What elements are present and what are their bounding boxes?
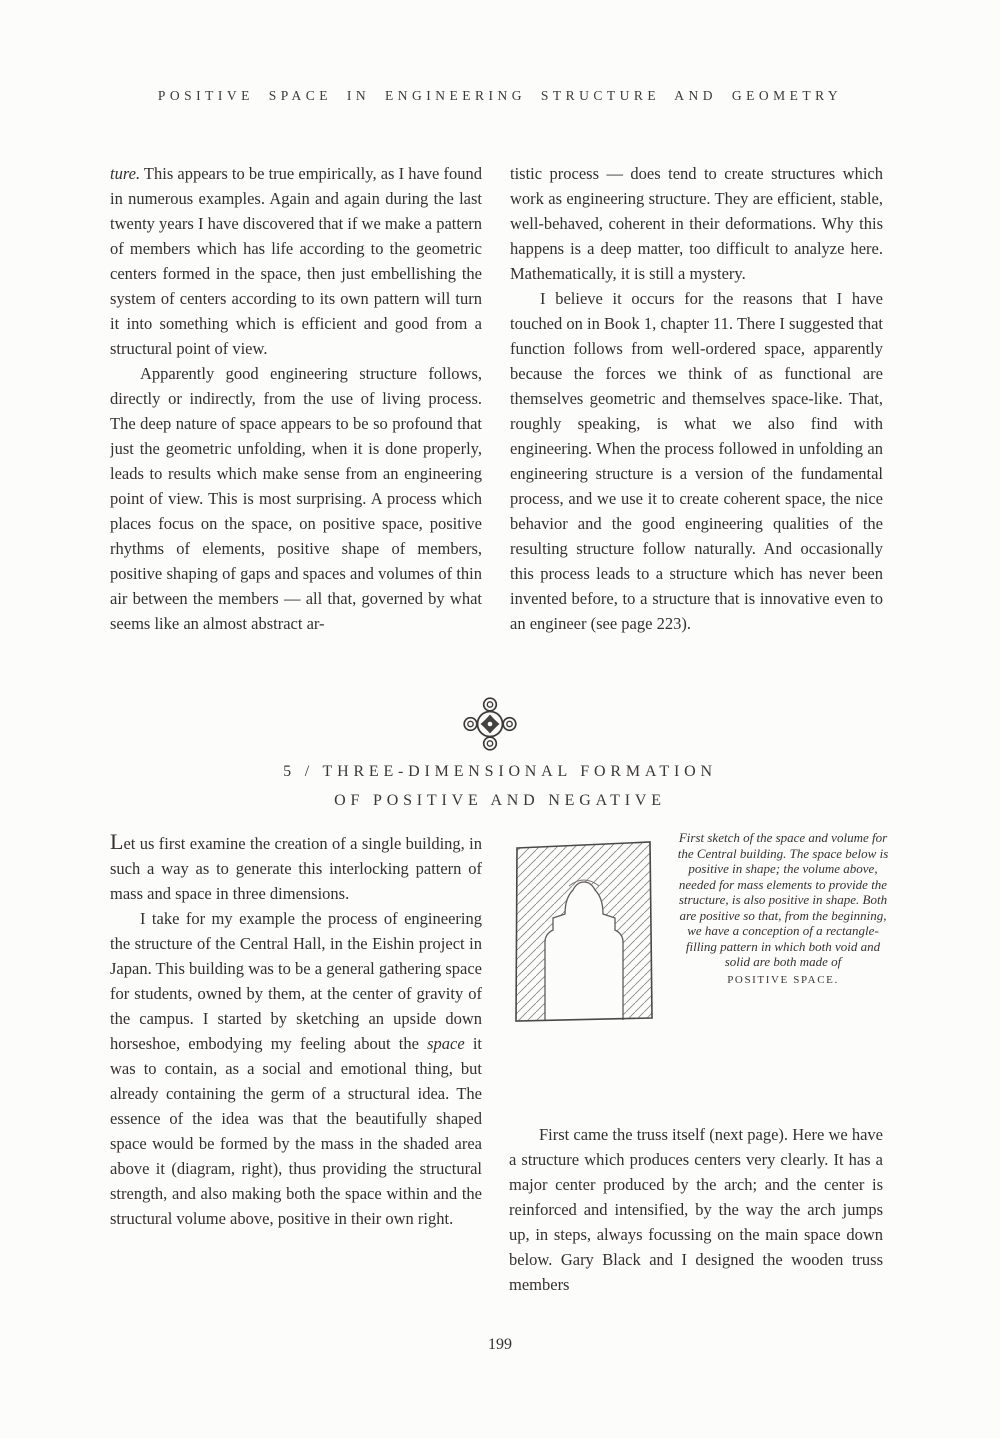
paragraph-text: This appears to be true empirically, as I have found in numerous examples. Again and again during the last twenty years I have discovered that if we make a pattern of members which has life according to the geometric centers formed in the space, then just embellishing the system of centers according to its own pattern will turn it into something which is efficient and good from a structural point of view. <box>110 164 483 358</box>
paragraph-text: I take for my example the process of engineering the structure of the Central Hall, in the Eishin project in Japan. This building was to be a general gathering space for students, owned by them, at the center of gravity of the campus. I started by sketching an upside down horseshoe, embodying my feeling about the <box>110 909 482 1053</box>
paragraph: tistic process — does tend to create structures which work as engineering structure. They are efficient, stable, well-behaved, coherent in their deformations. Why this happens is a deep matter, too difficult to analyze here. Mathematically, it is still a mystery. <box>510 164 883 283</box>
paragraph <box>110 906 482 1231</box>
figure-caption-text: First sketch of the space and volume for the Central building. The space below is positive in shape; the volume above, needed for mass elements to provide the structure, is also positive in shape. Both are positive so that, from the beginning, we have a conception of a rectangle-filling pattern in which both void and solid are both made of <box>677 830 889 969</box>
top-left-column <box>110 161 482 636</box>
bottom-right-column <box>509 1122 883 1297</box>
top-text-columns <box>110 161 883 636</box>
bottom-left-column <box>110 829 482 1231</box>
figure-caption <box>672 830 894 988</box>
section-ornament <box>462 696 518 752</box>
section-heading-line2: OF POSITIVE AND NEGATIVE <box>334 792 666 809</box>
paragraph-lead-italic: ture. <box>110 164 141 183</box>
paragraph-text: it was to contain, as a social and emotional thing, but already containing the germ of a structural idea. The essence of the idea was that the beautifully shaped space would be formed by the mass in the shaded area above it (diagram, right), thus providing the structural strength, and also making both the space within and the structural volume above, positive in their own right. <box>110 1034 483 1228</box>
section-heading <box>0 757 1000 815</box>
paragraph: Let us first examine the creation of a single building, in such a way as to generate this interlocking pattern of mass and space in three dimensions. <box>110 829 482 903</box>
top-right-column <box>510 161 883 636</box>
rosette-icon <box>462 696 518 752</box>
figure-sketch <box>509 832 659 1030</box>
page-number: 199 <box>488 1336 512 1353</box>
arch-sketch-image <box>509 832 659 1030</box>
paragraph: I believe it occurs for the reasons that I have touched on in Book 1, chapter 11. There I suggested that function follows from well-ordered space, apparently because the forces we think of as functional are themselves geometric and themselves space-like. That, roughly speaking, is what we also find with engineering. When the process followed in unfolding an engineering structure is a version of the fundamental process, and we use it to create coherent space, the nice behavior and the good engineering qualities of the resulting structure follow naturally. And occasionally this process leads to a structure which has never been invented before, to a structure that is innovative even to an engineer (see page 223). <box>510 289 883 633</box>
paragraph-italic-word: space <box>427 1034 465 1053</box>
paragraph <box>110 161 482 361</box>
paragraph: Apparently good engineering structure follows, directly or indirectly, from the use of living process. The deep nature of space appears to be so profound that just the geometric unfolding, when it is done properly, leads to results which make sense from an engineering point of view. This is most surprising. A process which places focus on the space, on positive space, positive rhythms of elements, positive shape of members, positive shaping of gaps and spaces and volumes of thin air between the members — all that, governed by what seems like an almost abstract ar- <box>110 364 482 633</box>
figure-caption-smallcaps: POSITIVE SPACE. <box>727 973 839 986</box>
running-header: POSITIVE SPACE IN ENGINEERING STRUCTURE AND GEOMETRY <box>157 88 843 103</box>
paragraph: First came the truss itself (next page). Here we have a structure which produces centers very clearly. It has a major center produced by the arch; and the center is reinforced and intensified, by the way the arch jumps up, in steps, always focussing on the main space down below. Gary Black and I designed the wooden truss members <box>509 1125 883 1294</box>
section-heading-line1: 5 / THREE-DIMENSIONAL FORMATION <box>283 763 717 780</box>
